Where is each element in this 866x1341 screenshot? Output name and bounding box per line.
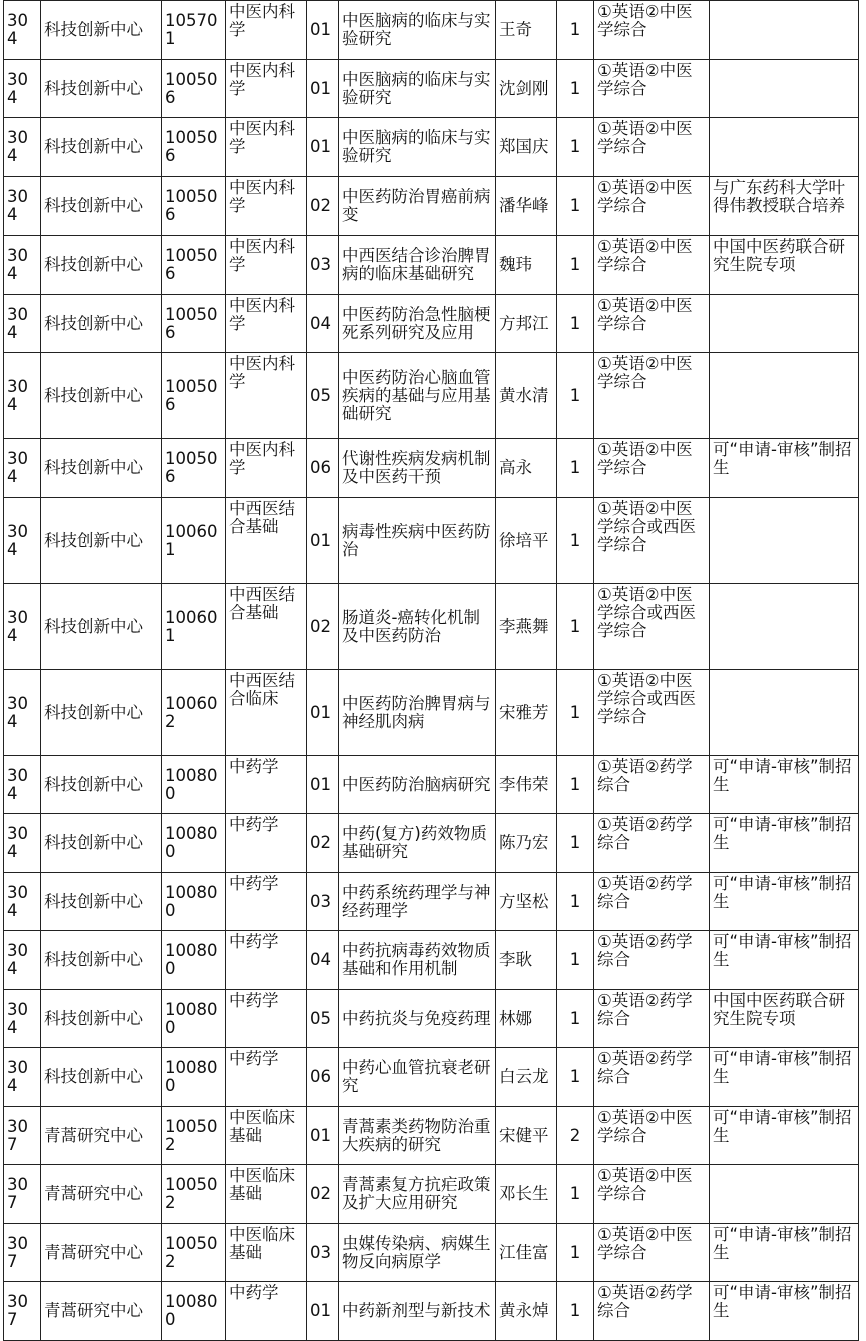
- note-cell: 可“申请-审核”制招生: [710, 1107, 859, 1165]
- quota-cell: 1: [557, 1224, 594, 1282]
- department-cell: 科技创新中心: [41, 931, 162, 990]
- direction-code-cell: 01: [307, 1282, 339, 1341]
- table-row: [4, 670, 859, 756]
- table-row: [4, 177, 859, 236]
- dept-code-cell: 304: [4, 990, 41, 1048]
- table-row: [4, 353, 859, 439]
- department-cell: 科技创新中心: [41, 1048, 162, 1107]
- quota-cell: 1: [557, 584, 594, 670]
- quota-cell: 1: [557, 931, 594, 990]
- department-cell: 青蒿研究中心: [41, 1282, 162, 1341]
- tutor-cell: 王奇: [496, 1, 557, 60]
- department-cell: 科技创新中心: [41, 990, 162, 1048]
- tutor-cell: 潘华峰: [496, 177, 557, 236]
- department-cell: 青蒿研究中心: [41, 1107, 162, 1165]
- direction-code-cell: 02: [307, 177, 339, 236]
- dept-code-cell: 307: [4, 1282, 41, 1341]
- research-direction-cell: 中医脑病的临床与实验研究: [339, 118, 496, 177]
- major-code-cell: 100800: [162, 756, 226, 814]
- exam-subjects-cell: ①英语②中医学综合: [594, 1224, 710, 1282]
- quota-cell: 1: [557, 990, 594, 1048]
- major-code-cell: 100506: [162, 177, 226, 236]
- major-code-cell: 100502: [162, 1107, 226, 1165]
- quota-cell: 1: [557, 1165, 594, 1224]
- major-code-cell: 100506: [162, 295, 226, 353]
- research-direction-cell: 中药抗炎与免疫药理: [339, 990, 496, 1048]
- exam-subjects-cell: ①英语②中医学综合或西医学综合: [594, 584, 710, 670]
- note-cell: [710, 295, 859, 353]
- department-cell: 科技创新中心: [41, 584, 162, 670]
- exam-subjects-cell: ①英语②中医学综合: [594, 353, 710, 439]
- research-direction-cell: 中药(复方)药效物质基础研究: [339, 814, 496, 873]
- department-cell: 科技创新中心: [41, 756, 162, 814]
- major-cell: 中西医结合基础: [226, 584, 307, 670]
- major-cell: 中医内科学: [226, 353, 307, 439]
- department-cell: 科技创新中心: [41, 118, 162, 177]
- department-cell: 青蒿研究中心: [41, 1224, 162, 1282]
- quota-cell: 1: [557, 814, 594, 873]
- direction-code-cell: 01: [307, 498, 339, 584]
- quota-cell: 1: [557, 295, 594, 353]
- dept-code-cell: 307: [4, 1107, 41, 1165]
- table-row: [4, 1048, 859, 1107]
- direction-code-cell: 04: [307, 295, 339, 353]
- exam-subjects-cell: ①英语②药学综合: [594, 990, 710, 1048]
- major-cell: 中药学: [226, 756, 307, 814]
- major-code-cell: 100506: [162, 118, 226, 177]
- department-cell: 科技创新中心: [41, 236, 162, 295]
- direction-code-cell: 06: [307, 1048, 339, 1107]
- major-code-cell: 100506: [162, 353, 226, 439]
- dept-code-cell: 304: [4, 439, 41, 498]
- direction-code-cell: 01: [307, 118, 339, 177]
- dept-code-cell: 304: [4, 177, 41, 236]
- note-cell: [710, 353, 859, 439]
- note-cell: [710, 584, 859, 670]
- research-direction-cell: 中医脑病的临床与实验研究: [339, 1, 496, 60]
- major-code-cell: 100602: [162, 670, 226, 756]
- quota-cell: 1: [557, 1282, 594, 1341]
- research-direction-cell: 中医药防治心脑血管疾病的基础与应用基础研究: [339, 353, 496, 439]
- note-cell: 可“申请-审核”制招生: [710, 873, 859, 931]
- dept-code-cell: 304: [4, 584, 41, 670]
- major-code-cell: 100800: [162, 931, 226, 990]
- note-cell: 中国中医药联合研究生院专项: [710, 236, 859, 295]
- direction-code-cell: 01: [307, 1, 339, 60]
- major-cell: 中药学: [226, 1282, 307, 1341]
- dept-code-cell: 304: [4, 1048, 41, 1107]
- table-row: [4, 498, 859, 584]
- dept-code-cell: 304: [4, 118, 41, 177]
- direction-code-cell: 06: [307, 439, 339, 498]
- direction-code-cell: 01: [307, 60, 339, 118]
- table-row: [4, 295, 859, 353]
- major-code-cell: 100506: [162, 60, 226, 118]
- research-direction-cell: 中药抗病毒药效物质基础和作用机制: [339, 931, 496, 990]
- department-cell: 科技创新中心: [41, 498, 162, 584]
- exam-subjects-cell: ①英语②中医学综合或西医学综合: [594, 498, 710, 584]
- major-code-cell: 100502: [162, 1224, 226, 1282]
- note-cell: [710, 670, 859, 756]
- quota-cell: 1: [557, 353, 594, 439]
- research-direction-cell: 中药新剂型与新技术: [339, 1282, 496, 1341]
- direction-code-cell: 03: [307, 236, 339, 295]
- quota-cell: 1: [557, 670, 594, 756]
- major-cell: 中医内科学: [226, 118, 307, 177]
- table-row: [4, 584, 859, 670]
- table-body: [4, 1, 859, 1341]
- dept-code-cell: 304: [4, 931, 41, 990]
- tutor-cell: 江佳富: [496, 1224, 557, 1282]
- quota-cell: 1: [557, 177, 594, 236]
- department-cell: 科技创新中心: [41, 353, 162, 439]
- tutor-cell: 邓长生: [496, 1165, 557, 1224]
- table-row: [4, 873, 859, 931]
- dept-code-cell: 304: [4, 1, 41, 60]
- quota-cell: 1: [557, 498, 594, 584]
- note-cell: 可“申请-审核”制招生: [710, 1224, 859, 1282]
- note-cell: [710, 1165, 859, 1224]
- direction-code-cell: 05: [307, 990, 339, 1048]
- table-row: [4, 1, 859, 60]
- note-cell: 可“申请-审核”制招生: [710, 439, 859, 498]
- quota-cell: 1: [557, 1048, 594, 1107]
- dept-code-cell: 304: [4, 814, 41, 873]
- major-code-cell: 100800: [162, 1048, 226, 1107]
- research-direction-cell: 中医脑病的临床与实验研究: [339, 60, 496, 118]
- dept-code-cell: 304: [4, 353, 41, 439]
- tutor-cell: 李耿: [496, 931, 557, 990]
- tutor-cell: 黄水清: [496, 353, 557, 439]
- department-cell: 科技创新中心: [41, 439, 162, 498]
- exam-subjects-cell: ①英语②中医学综合: [594, 295, 710, 353]
- tutor-cell: 郑国庆: [496, 118, 557, 177]
- tutor-cell: 黄永焯: [496, 1282, 557, 1341]
- major-cell: 中西医结合基础: [226, 498, 307, 584]
- research-direction-cell: 病毒性疾病中医药防治: [339, 498, 496, 584]
- major-code-cell: 100800: [162, 814, 226, 873]
- research-direction-cell: 中医药防治急性脑梗死系列研究及应用: [339, 295, 496, 353]
- research-direction-cell: 中药心血管抗衰老研究: [339, 1048, 496, 1107]
- major-cell: 中药学: [226, 931, 307, 990]
- quota-cell: 1: [557, 236, 594, 295]
- quota-cell: 1: [557, 873, 594, 931]
- quota-cell: 1: [557, 118, 594, 177]
- dept-code-cell: 304: [4, 295, 41, 353]
- direction-code-cell: 01: [307, 670, 339, 756]
- direction-code-cell: 03: [307, 873, 339, 931]
- note-cell: 可“申请-审核”制招生: [710, 1048, 859, 1107]
- major-code-cell: 100800: [162, 990, 226, 1048]
- tutor-cell: 李燕舞: [496, 584, 557, 670]
- research-direction-cell: 肠道炎-癌转化机制及中医药防治: [339, 584, 496, 670]
- dept-code-cell: 304: [4, 60, 41, 118]
- major-code-cell: 105701: [162, 1, 226, 60]
- dept-code-cell: 304: [4, 756, 41, 814]
- dept-code-cell: 307: [4, 1165, 41, 1224]
- major-cell: 中医临床基础: [226, 1165, 307, 1224]
- research-direction-cell: 中医药防治脾胃病与神经肌肉病: [339, 670, 496, 756]
- table-row: [4, 236, 859, 295]
- table-row: [4, 118, 859, 177]
- research-direction-cell: 青蒿素复方抗疟政策及扩大应用研究: [339, 1165, 496, 1224]
- admissions-table: [3, 0, 859, 1341]
- dept-code-cell: 307: [4, 1224, 41, 1282]
- table-row: [4, 1224, 859, 1282]
- quota-cell: 1: [557, 60, 594, 118]
- note-cell: [710, 498, 859, 584]
- major-cell: 中医内科学: [226, 236, 307, 295]
- research-direction-cell: 中医药防治脑病研究: [339, 756, 496, 814]
- table-row: [4, 1107, 859, 1165]
- tutor-cell: 高永: [496, 439, 557, 498]
- quota-cell: 1: [557, 1, 594, 60]
- research-direction-cell: 虫媒传染病、病媒生物反向病原学: [339, 1224, 496, 1282]
- direction-code-cell: 04: [307, 931, 339, 990]
- table-row: [4, 60, 859, 118]
- quota-cell: 2: [557, 1107, 594, 1165]
- major-code-cell: 100601: [162, 584, 226, 670]
- note-cell: [710, 1, 859, 60]
- table-row: [4, 990, 859, 1048]
- table-row: [4, 439, 859, 498]
- exam-subjects-cell: ①英语②中医学综合: [594, 1107, 710, 1165]
- department-cell: 科技创新中心: [41, 814, 162, 873]
- exam-subjects-cell: ①英语②中医学综合: [594, 60, 710, 118]
- table-row: [4, 756, 859, 814]
- department-cell: 科技创新中心: [41, 60, 162, 118]
- major-cell: 中西医结合临床: [226, 670, 307, 756]
- major-cell: 中医内科学: [226, 295, 307, 353]
- tutor-cell: 魏玮: [496, 236, 557, 295]
- major-code-cell: 100800: [162, 1282, 226, 1341]
- exam-subjects-cell: ①英语②药学综合: [594, 1282, 710, 1341]
- dept-code-cell: 304: [4, 670, 41, 756]
- major-code-cell: 100800: [162, 873, 226, 931]
- dept-code-cell: 304: [4, 236, 41, 295]
- tutor-cell: 林娜: [496, 990, 557, 1048]
- exam-subjects-cell: ①英语②药学综合: [594, 1048, 710, 1107]
- department-cell: 科技创新中心: [41, 1, 162, 60]
- dept-code-cell: 304: [4, 498, 41, 584]
- tutor-cell: 方邦江: [496, 295, 557, 353]
- exam-subjects-cell: ①英语②药学综合: [594, 873, 710, 931]
- major-cell: 中药学: [226, 814, 307, 873]
- dept-code-cell: 304: [4, 873, 41, 931]
- research-direction-cell: 中药系统药理学与神经药理学: [339, 873, 496, 931]
- tutor-cell: 方坚松: [496, 873, 557, 931]
- major-code-cell: 100601: [162, 498, 226, 584]
- exam-subjects-cell: ①英语②中医学综合: [594, 236, 710, 295]
- note-cell: [710, 60, 859, 118]
- table-row: [4, 1282, 859, 1341]
- tutor-cell: 宋健平: [496, 1107, 557, 1165]
- major-cell: 中药学: [226, 1048, 307, 1107]
- major-code-cell: 100506: [162, 236, 226, 295]
- research-direction-cell: 中医药防治胃癌前病变: [339, 177, 496, 236]
- exam-subjects-cell: ①英语②药学综合: [594, 931, 710, 990]
- major-cell: 中药学: [226, 873, 307, 931]
- exam-subjects-cell: ①英语②中医学综合: [594, 1165, 710, 1224]
- note-cell: 中国中医药联合研究生院专项: [710, 990, 859, 1048]
- major-cell: 中医内科学: [226, 60, 307, 118]
- department-cell: 科技创新中心: [41, 177, 162, 236]
- major-cell: 中医临床基础: [226, 1107, 307, 1165]
- research-direction-cell: 代谢性疾病发病机制及中医药干预: [339, 439, 496, 498]
- research-direction-cell: 中西医结合诊治脾胃病的临床基础研究: [339, 236, 496, 295]
- tutor-cell: 徐培平: [496, 498, 557, 584]
- major-code-cell: 100506: [162, 439, 226, 498]
- department-cell: 科技创新中心: [41, 295, 162, 353]
- direction-code-cell: 02: [307, 1165, 339, 1224]
- exam-subjects-cell: ①英语②中医学综合或西医学综合: [594, 670, 710, 756]
- exam-subjects-cell: ①英语②药学综合: [594, 756, 710, 814]
- department-cell: 科技创新中心: [41, 873, 162, 931]
- note-cell: 可“申请-审核”制招生: [710, 814, 859, 873]
- major-code-cell: 100502: [162, 1165, 226, 1224]
- exam-subjects-cell: ①英语②中医学综合: [594, 1, 710, 60]
- exam-subjects-cell: ①英语②中医学综合: [594, 439, 710, 498]
- table-row: [4, 1165, 859, 1224]
- department-cell: 科技创新中心: [41, 670, 162, 756]
- major-cell: 中药学: [226, 990, 307, 1048]
- department-cell: 青蒿研究中心: [41, 1165, 162, 1224]
- direction-code-cell: 01: [307, 1107, 339, 1165]
- direction-code-cell: 02: [307, 584, 339, 670]
- tutor-cell: 宋雅芳: [496, 670, 557, 756]
- tutor-cell: 李伟荣: [496, 756, 557, 814]
- major-cell: 中医内科学: [226, 439, 307, 498]
- major-cell: 中医内科学: [226, 177, 307, 236]
- major-cell: 中医临床基础: [226, 1224, 307, 1282]
- table-row: [4, 931, 859, 990]
- tutor-cell: 沈剑刚: [496, 60, 557, 118]
- direction-code-cell: 02: [307, 814, 339, 873]
- exam-subjects-cell: ①英语②中医学综合: [594, 118, 710, 177]
- note-cell: [710, 118, 859, 177]
- exam-subjects-cell: ①英语②中医学综合: [594, 177, 710, 236]
- note-cell: 可“申请-审核”制招生: [710, 931, 859, 990]
- note-cell: 可“申请-审核”制招生: [710, 1282, 859, 1341]
- direction-code-cell: 03: [307, 1224, 339, 1282]
- direction-code-cell: 01: [307, 756, 339, 814]
- table-row: [4, 814, 859, 873]
- quota-cell: 1: [557, 439, 594, 498]
- tutor-cell: 陈乃宏: [496, 814, 557, 873]
- note-cell: 可“申请-审核”制招生: [710, 756, 859, 814]
- direction-code-cell: 05: [307, 353, 339, 439]
- tutor-cell: 白云龙: [496, 1048, 557, 1107]
- major-cell: 中医内科学: [226, 1, 307, 60]
- note-cell: 与广东药科大学叶得伟教授联合培养: [710, 177, 859, 236]
- exam-subjects-cell: ①英语②药学综合: [594, 814, 710, 873]
- research-direction-cell: 青蒿素类药物防治重大疾病的研究: [339, 1107, 496, 1165]
- quota-cell: 1: [557, 756, 594, 814]
